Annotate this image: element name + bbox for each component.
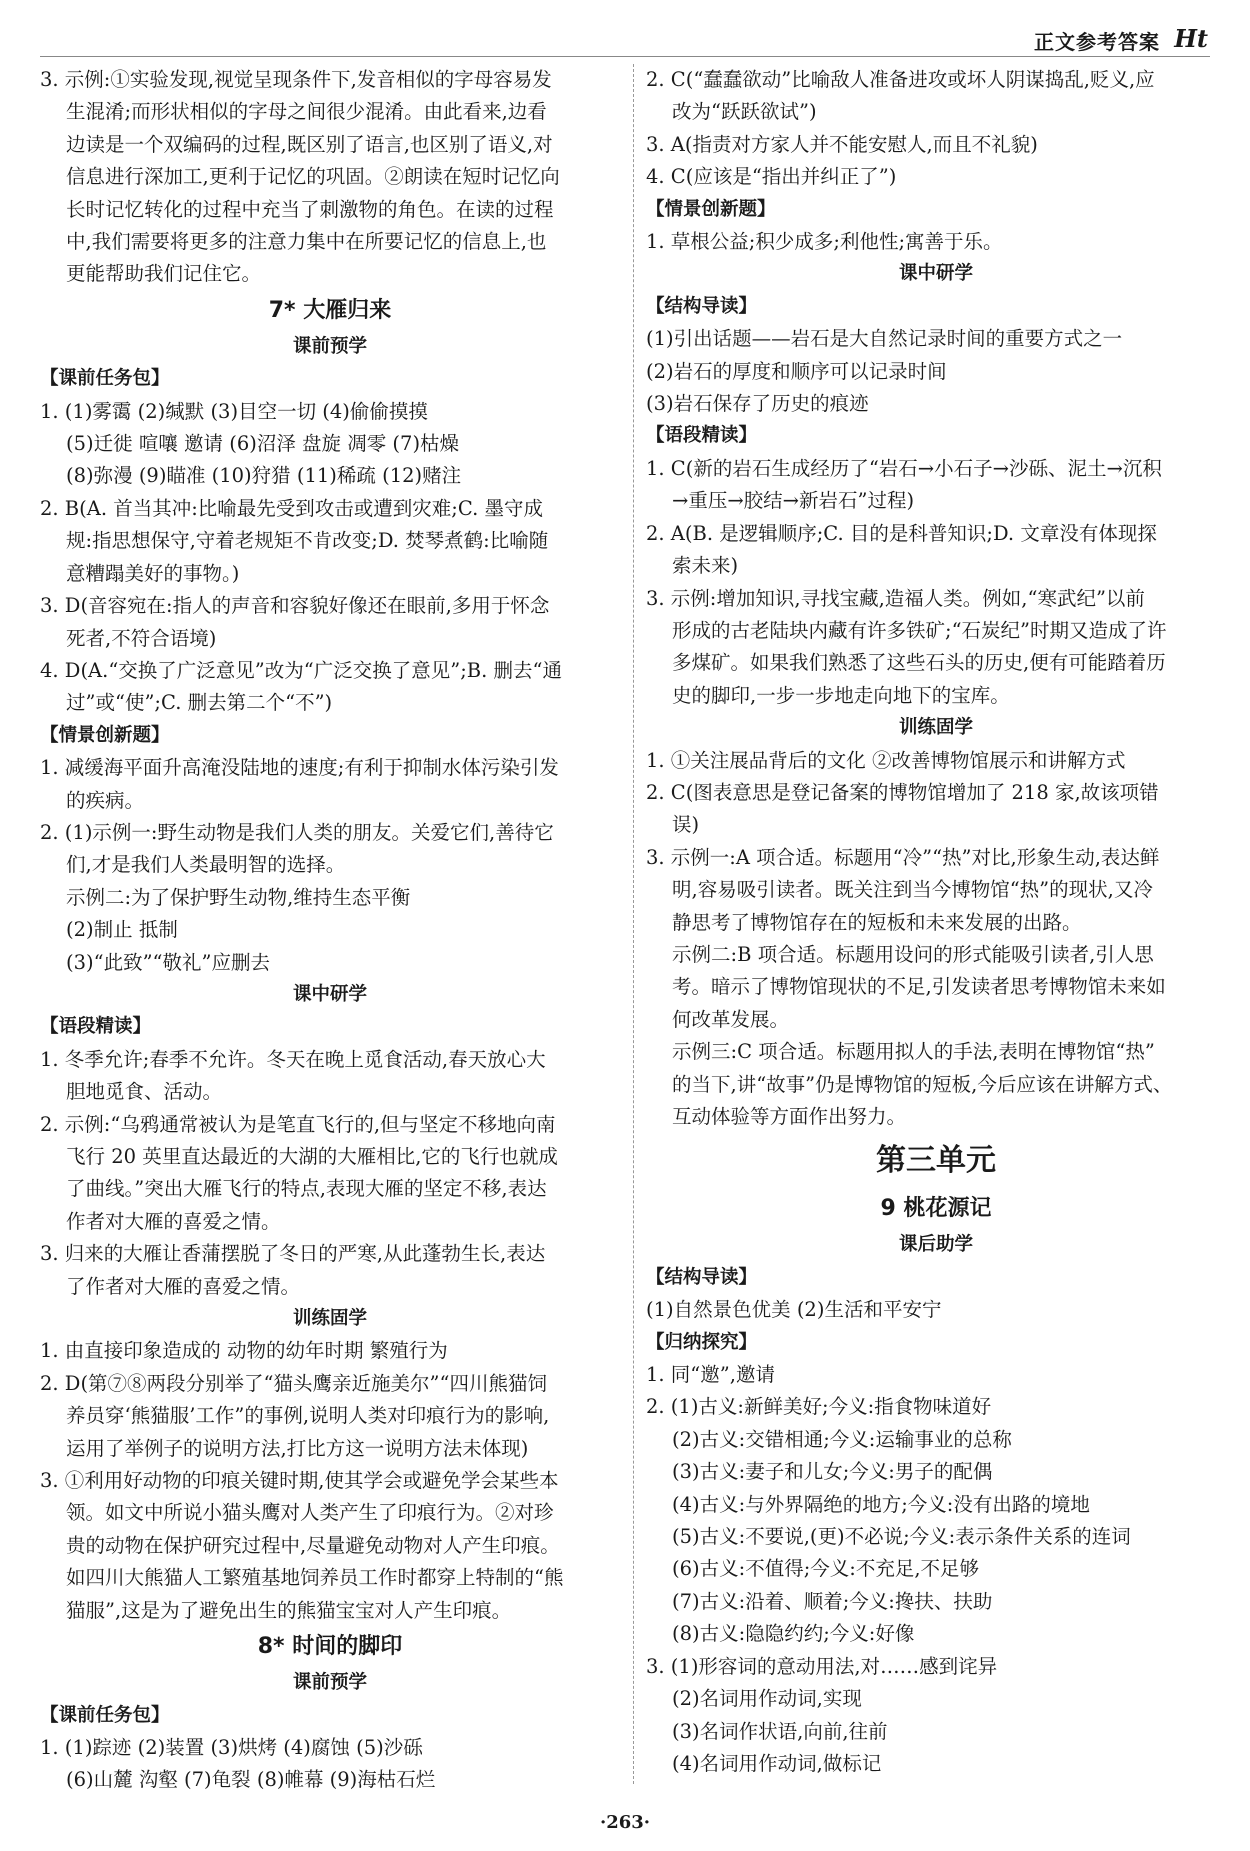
text-line: 了作者对大雁的喜爱之情。 xyxy=(66,1274,301,1298)
text-line: 2. D(第⑦⑧两段分别举了“猫头鹰亲近施美尔”“四川熊猫饲 xyxy=(40,1371,547,1395)
text-line: 史的脚印,一步一步地走向地下的宝库。 xyxy=(672,683,1010,707)
section-tag: 【归纳探究】 xyxy=(646,1331,758,1353)
text-line: 过”或“使”;C. 删去第二个“不”) xyxy=(66,691,333,715)
text-line: 4. C(应该是“指出并纠正了”) xyxy=(646,165,897,189)
text-line: 互动体验等方面作出努力。 xyxy=(672,1105,907,1128)
text-line: 意糟蹋美好的事物。) xyxy=(66,561,240,585)
text-line: 中,我们需要将更多的注意力集中在所要记忆的信息上,也 xyxy=(66,230,547,254)
header-rule xyxy=(40,56,1210,57)
section-heading: 课后助学 xyxy=(898,1234,973,1256)
text-line: 多煤矿。如果我们熟悉了这些石头的历史,便有可能踏着历 xyxy=(672,651,1166,675)
section-tag: 【课前任务包】 xyxy=(40,368,170,390)
text-line: 规:指思想保守,守着老规矩不肯改变;D. 焚琴煮鹤:比喻随 xyxy=(66,529,549,553)
lesson-title: 8* 时间的脚印 xyxy=(257,1634,403,1660)
text-line: 2. A(B. 是逻辑顺序;C. 目的是科普知识;D. 文章没有体现探 xyxy=(646,521,1157,545)
text-line: 3. 示例:①实验发现,视觉呈现条件下,发音相似的字母容易发 xyxy=(40,68,552,91)
text-line: 3. (1)形容词的意动用法,对……感到诧异 xyxy=(646,1654,998,1678)
text-line: 误) xyxy=(672,813,700,837)
section-heading: 课前预学 xyxy=(292,1672,367,1694)
publisher-logo: Ht xyxy=(1174,24,1208,53)
text-line: 2. (1)示例一:野生动物是我们人类的朋友。关爱它们,善待它 xyxy=(40,820,554,844)
text-line: 3. ①利用好动物的印痕关键时期,使其学会或避免学会某些本 xyxy=(40,1469,559,1493)
text-line: 1. (1)雾霭 (2)缄默 (3)目空一切 (4)偷偷摸摸 xyxy=(40,399,428,423)
text-line: (3)岩石保存了历史的痕迹 xyxy=(646,392,869,416)
page-number: ·263· xyxy=(599,1812,651,1833)
lesson-title: 9 桃花源记 xyxy=(880,1196,992,1222)
text-line: 示例三:C 项合适。标题用拟人的手法,表明在博物馆“热” xyxy=(672,1040,1155,1064)
text-line: (8)古义:隐隐约约;今义:好像 xyxy=(672,1622,915,1646)
text-line: (4)古义:与外界隔绝的地方;今义:没有出路的境地 xyxy=(672,1492,1090,1516)
section-tag: 【语段精读】 xyxy=(40,1016,152,1038)
section-tag: 【课前任务包】 xyxy=(40,1704,170,1726)
text-line: 4. D(A.“交换了广泛意见”改为“广泛交换了意见”;B. 删去“通 xyxy=(40,658,562,682)
text-line: 示例二:为了保护野生动物,维持生态平衡 xyxy=(66,885,411,909)
text-line: (7)古义:沿着、顺着;今义:搀扶、扶助 xyxy=(672,1589,993,1613)
text-line: 胆地觅食、活动。 xyxy=(66,1080,223,1104)
text-line: 索未来) xyxy=(672,554,739,578)
text-line: 生混淆;而形状相似的字母之间很少混淆。由此看来,边看 xyxy=(66,100,547,124)
text-line: 2. C(图表意思是登记备案的博物馆增加了 218 家,故该项错 xyxy=(646,780,1159,804)
text-line: 的疾病。 xyxy=(66,788,145,812)
text-line: (5)古义:不要说,(更)不必说;今义:表示条件关系的连词 xyxy=(672,1525,1131,1549)
text-line: 3. 归来的大雁让香蒲摆脱了冬日的严寒,从此蓬勃生长,表达 xyxy=(40,1242,546,1266)
text-line: 的当下,讲“故事”仍是博物馆的短板,今后应该在讲解方式、 xyxy=(672,1072,1173,1096)
section-heading: 训练固学 xyxy=(898,717,973,739)
section-tag: 【语段精读】 xyxy=(646,425,758,447)
text-line: 静思考了博物馆存在的短板和未来发展的出路。 xyxy=(672,910,1082,934)
text-line: 2. (1)古义:新鲜美好;今义:指食物味道好 xyxy=(646,1395,992,1419)
text-line: 养员穿‘熊猫服’工作”的事例,说明人类对印痕行为的影响, xyxy=(66,1404,550,1428)
text-line: (3)“此致”“敬礼”应删去 xyxy=(66,950,270,974)
text-line: 3. 示例:增加知识,寻找宝藏,造福人类。例如,“寒武纪”以前 xyxy=(646,586,1145,610)
text-line: 猫服”,这是为了避免出生的熊猫宝宝对人产生印痕。 xyxy=(66,1598,512,1622)
column-divider xyxy=(633,64,634,1784)
text-line: 如四川大熊猫人工繁殖基地饲养员工作时都穿上特制的“熊 xyxy=(66,1566,564,1590)
text-line: 飞行 20 英里直达最近的大湖的大雁相比,它的飞行也就成 xyxy=(66,1145,558,1168)
text-line: 边读是一个双编码的过程,既区别了语言,也区别了语义,对 xyxy=(66,132,553,156)
text-line: 们,才是我们人类最明智的选择。 xyxy=(66,853,346,877)
section-heading: 训练固学 xyxy=(292,1308,367,1330)
text-line: 形成的古老陆块内藏有许多铁矿;“石炭纪”时期又造成了许 xyxy=(672,618,1167,642)
text-line: (2)制止 抵制 xyxy=(66,918,178,942)
text-line: 2. B(A. 首当其冲:比喻最先受到攻击或遭到灾难;C. 墨守成 xyxy=(40,496,543,520)
text-line: 更能帮助我们记住它。 xyxy=(66,262,262,286)
text-line: 领。如文中所说小猫头鹰对人类产生了印痕行为。②对珍 xyxy=(66,1501,554,1525)
lesson-title: 7* 大雁归来 xyxy=(268,297,392,323)
text-line: 1. 草根公益;积少成多;利他性;寓善于乐。 xyxy=(646,230,1003,254)
text-line: 改为“跃跃欲试”) xyxy=(672,100,817,124)
text-line: (3)古义:妻子和儿女;今义:男子的配偶 xyxy=(672,1460,993,1484)
text-line: 3. 示例一:A 项合适。标题用“冷”“热”对比,形象生动,表达鲜 xyxy=(646,845,1160,869)
text-line: 贵的动物在保护研究过程中,尽量避免动物对人产生印痕。 xyxy=(66,1533,560,1557)
text-line: 2. C(“蠢蠢欲动”比喻敌人准备进攻或坏人阴谋捣乱,贬义,应 xyxy=(646,68,1155,91)
text-line: 明,容易吸引读者。既关注到当今博物馆“热”的现状,又冷 xyxy=(672,878,1153,902)
text-line: 信息进行深加工,更利于记忆的巩固。②朗读在短时记忆向 xyxy=(66,165,560,189)
text-line: (6)山麓 沟壑 (7)龟裂 (8)帷幕 (9)海枯石烂 xyxy=(66,1768,436,1792)
text-line: 3. A(指责对方家人并不能安慰人,而且不礼貌) xyxy=(646,132,1038,156)
text-line: 1. C(新的岩石生成经历了“岩石→小石子→沙砾、泥土→沉积 xyxy=(646,456,1162,480)
text-line: (3)名词作状语,向前,往前 xyxy=(672,1719,888,1743)
text-line: 运用了举例子的说明方法,打比方这一说明方法未体现) xyxy=(66,1436,529,1460)
text-line: 1. 减缓海平面升高淹没陆地的速度;有利于抑制水体污染引发 xyxy=(40,756,559,780)
text-line: 考。暗示了博物馆现状的不足,引发读者思考博物馆未来如 xyxy=(672,975,1166,999)
text-line: 1. 由直接印象造成的 动物的幼年时期 繁殖行为 xyxy=(40,1339,448,1363)
section-heading: 课前预学 xyxy=(292,335,367,357)
text-line: 1. ①关注展品背后的文化 ②改善博物馆展示和讲解方式 xyxy=(646,748,1126,772)
text-line: 作者对大雁的喜爱之情。 xyxy=(66,1209,281,1233)
section-heading: 课中研学 xyxy=(292,983,367,1005)
text-line: (1)引出话题——岩石是大自然记录时间的重要方式之一 xyxy=(646,327,1123,351)
section-tag: 【情景创新题】 xyxy=(646,198,776,220)
text-line: 1. 同“邀”,邀请 xyxy=(646,1363,775,1387)
text-line: (8)弥漫 (9)瞄准 (10)狩猎 (11)稀疏 (12)赌注 xyxy=(66,464,462,488)
text-line: 1. 冬季允许;春季不允许。冬天在晚上觅食活动,春天放心大 xyxy=(40,1047,546,1071)
text-line: (2)名词用作动词,实现 xyxy=(672,1687,862,1711)
intro-item-3 xyxy=(40,64,620,291)
text-line: 3. D(音容宛在:指人的声音和容貌好像还在眼前,多用于怀念 xyxy=(40,594,550,618)
text-line: 示例二:B 项合适。标题用设问的形式能吸引读者,引人思 xyxy=(672,942,1154,966)
text-line: →重压→胶结→新岩石”过程) xyxy=(672,489,915,513)
text-line: (5)迁徙 喧嚷 邀请 (6)沼泽 盘旋 凋零 (7)枯燥 xyxy=(66,432,460,456)
section-heading: 课中研学 xyxy=(898,263,973,285)
header-title: 正文参考答案 xyxy=(1034,30,1160,54)
text-line: 死者,不符合语境) xyxy=(66,626,217,650)
text-line: 长时记忆转化的过程中充当了刺激物的角色。在读的过程 xyxy=(66,197,554,221)
section-tag: 【结构导读】 xyxy=(646,1266,758,1288)
right-column xyxy=(646,64,1226,1780)
text-line: (1)自然景色优美 (2)生活和平安宁 xyxy=(646,1298,942,1322)
section-tag: 【结构导读】 xyxy=(646,295,758,317)
section-tag: 【情景创新题】 xyxy=(40,724,170,746)
text-line: (4)名词用作动词,做标记 xyxy=(672,1751,882,1775)
text-line: 2. 示例:“乌鸦通常被认为是笔直飞行的,但与坚定不移地向南 xyxy=(40,1112,556,1136)
text-line: 1. (1)踪迹 (2)装置 (3)烘烤 (4)腐蚀 (5)沙砾 xyxy=(40,1735,423,1759)
unit-title: 第三单元 xyxy=(876,1143,996,1179)
text-line: 了曲线。”突出大雁飞行的特点,表现大雁的坚定不移,表达 xyxy=(66,1177,547,1201)
text-line: (2)岩石的厚度和顺序可以记录时间 xyxy=(646,359,947,383)
page-header xyxy=(40,10,1210,54)
text-line: (2)古义:交错相通;今义:运输事业的总称 xyxy=(672,1427,1012,1451)
text-line: 何改革发展。 xyxy=(672,1007,790,1031)
left-column xyxy=(40,64,620,1797)
text-line: (6)古义:不值得;今义:不充足,不足够 xyxy=(672,1557,980,1581)
